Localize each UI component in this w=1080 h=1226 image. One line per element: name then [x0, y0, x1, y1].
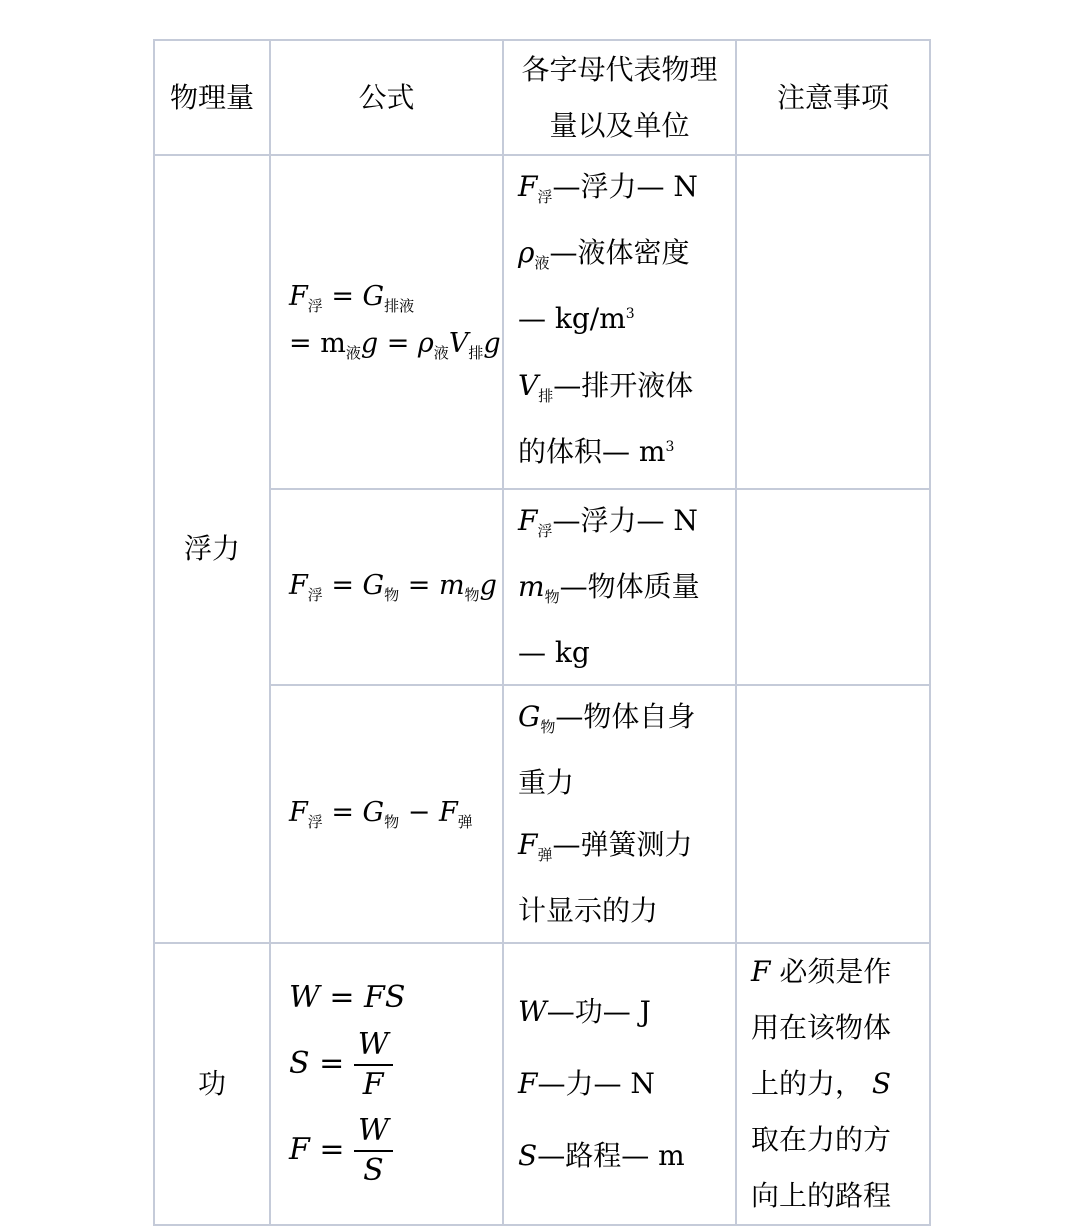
- list-item: 计显示的力: [518, 894, 659, 927]
- list-item: 重力: [518, 766, 575, 799]
- header-symbols-units: 各字母代表物理 量以及单位: [503, 40, 736, 155]
- formula-work-main: W = FS: [289, 980, 406, 1015]
- header-formula: 公式: [270, 40, 503, 155]
- formula-buoyancy-floating: $F_浮 = G_物 = m_物g$: [270, 489, 503, 685]
- list-item: F—力— N: [518, 1067, 655, 1100]
- list-item: 的体积— $m^3$: [518, 435, 675, 468]
- header-notes: 注意事项: [736, 40, 930, 155]
- notes-empty: [736, 489, 930, 685]
- table-row: [154, 155, 930, 489]
- fraction: $\frac{W}{S}$: [354, 1112, 393, 1190]
- list-item: $F_弹—$弹簧测力: [518, 828, 693, 864]
- notes-work: F 必须是作 用在该物体 上的力， S 取在力的方 向上的路程: [736, 943, 930, 1225]
- fraction: $\frac{W}{F}$: [354, 1026, 393, 1104]
- quantity-work: 功: [154, 943, 270, 1225]
- table-row: [154, 685, 930, 943]
- list-item: $\rho_液—$液体密度: [518, 236, 690, 272]
- physics-formula-table: [153, 39, 931, 1226]
- list-item: $G_物—$物体自身: [518, 700, 696, 736]
- header-row: [154, 40, 930, 155]
- definitions-work: [503, 943, 736, 1225]
- quantity-buoyancy: 浮力: [154, 155, 270, 943]
- list-item: $F_浮—$浮力— N: [518, 504, 698, 540]
- list-item: — kg: [518, 636, 590, 669]
- list-item: W—功— J: [518, 995, 651, 1028]
- formula-work: [270, 943, 503, 1225]
- list-item: — $kg/m^3$: [518, 302, 635, 335]
- list-item: S—路程— m: [518, 1139, 685, 1172]
- table-row: [154, 943, 930, 1225]
- list-item: $V_排—$排开液体: [518, 369, 694, 405]
- formula-work-distance: S = $\frac{W}{F}$: [289, 1021, 502, 1107]
- header-physical-quantity: 物理量: [154, 40, 270, 155]
- notes-empty: [736, 685, 930, 943]
- list-item: $m_物—$物体质量: [518, 570, 700, 606]
- formula-work-force: F = $\frac{W}{S}$: [289, 1107, 502, 1193]
- formula-buoyancy-spring: $F_浮 = G_物 - F_弹$: [270, 685, 503, 943]
- formula-buoyancy-archimedes: $F_浮 = G_{排液}$ = $m_液g = \rho_液V_排g$: [270, 155, 503, 489]
- notes-empty: [736, 155, 930, 489]
- definitions-buoyancy-floating: [503, 489, 736, 685]
- list-item: $F_浮—$浮力— N: [518, 170, 698, 206]
- definitions-buoyancy-spring: [503, 685, 736, 943]
- definitions-buoyancy-archimedes: [503, 155, 736, 489]
- table-row: [154, 489, 930, 685]
